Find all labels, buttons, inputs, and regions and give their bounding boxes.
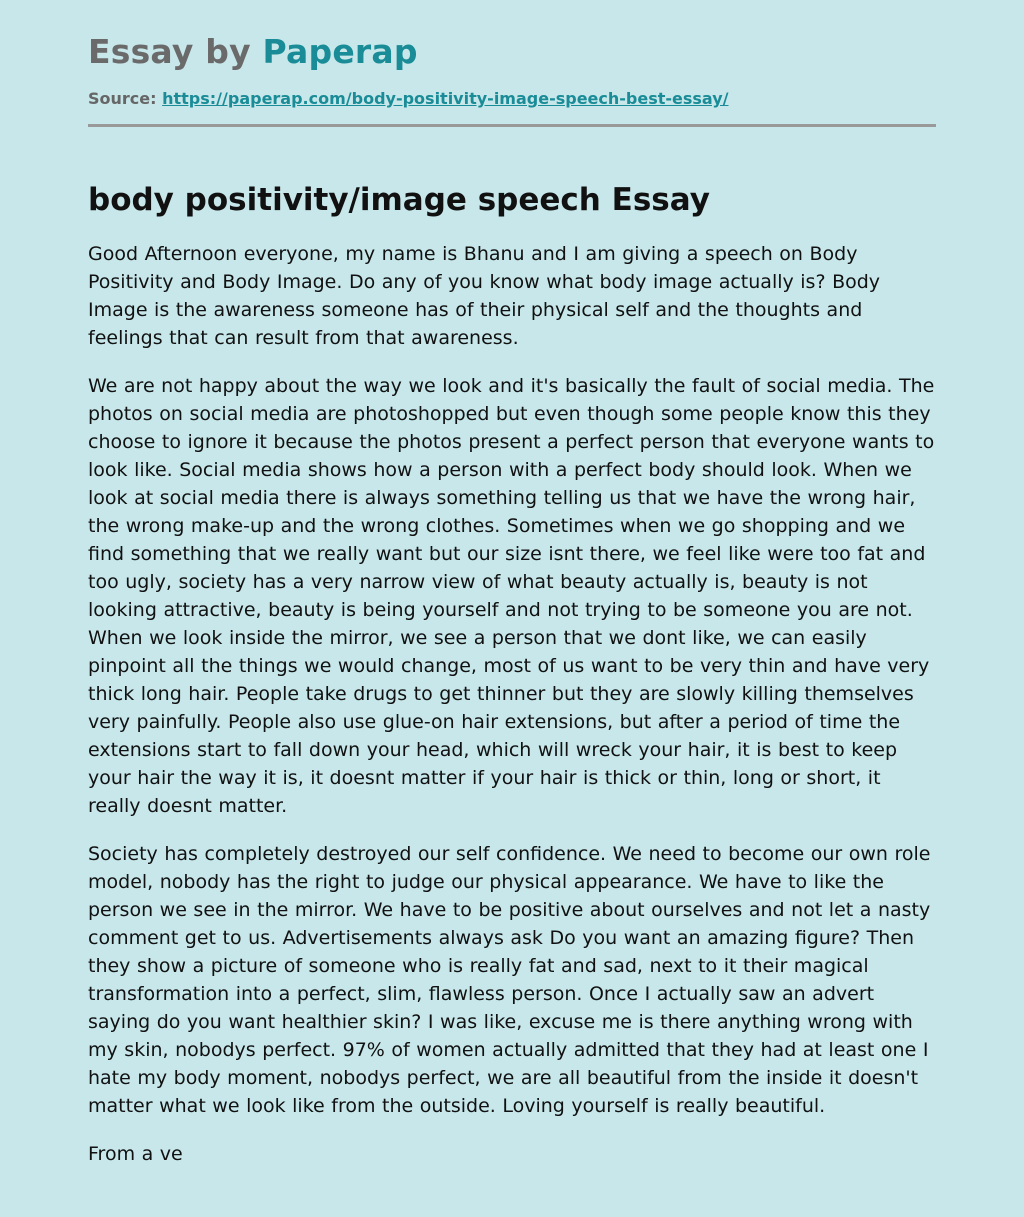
source-link[interactable]: https://paperap.com/body-positivity-image-speech-best-essay/ — [162, 89, 729, 108]
essay-paragraph: We are not happy about the way we look and it's basically the fault of social media. The photos on social media are photoshopped but even though some people know this they choose to ignore it because the photos present a perfect person that everyone wants to look like. Social media shows how a person with a perfect body should look. When we look at social media there is always something telling us that we have the wrong hair, the wrong make-up and the wrong clothes. Sometimes when we go shopping and we find something that we really want but our size isnt there, we feel like were too fat and too ugly, society has a very narrow view of what beauty actually is, beauty is not looking attractive, beauty is being yourself and not trying to be someone you are not. When we look inside the mirror, we see a person that we dont like, we can easily pinpoint all the things we would change, most of us want to be very thin and have very thick long hair. People take drugs to get thinner but they are slowly killing themselves very painfully. People also use glue-on hair extensions, but after a period of time the extensions start to fall down your head, which will wreck your hair, it is best to keep your hair the way it is, it doesnt matter if your hair is thick or thin, long or short, it really doesnt matter. — [88, 375, 935, 817]
essay-body — [88, 240, 936, 1168]
header-divider — [88, 124, 936, 127]
source-line — [88, 88, 936, 110]
site-brand — [88, 0, 936, 74]
source-label: Source: — [88, 89, 157, 108]
essay-title: body positivity/image speech Essay — [88, 182, 710, 218]
essay-paragraph: Good Afternoon everyone, my name is Bhanu and I am giving a speech on Body Positivity and Body Image. Do any of you know what body image actually is? Body Image is the awareness someone has of their physical self and the thoughts and feelings that can result from that awareness. — [88, 243, 881, 349]
brand-name[interactable]: Paperap — [262, 32, 418, 71]
essay-paragraph: Society has completely destroyed our self confidence. We need to become our own role model, nobody has the right to judge our physical appearance. We have to like the person we see in the mirror. We have to be positive about ourselves and not let a nasty comment get to us. Advertisements always ask Do you want an amazing figure? Then they show a picture of someone who is really fat and sad, next to it their magical transformation into a perfect, slim, flawless person. Once I actually saw an advert saying do you want healthier skin? I was like, excuse me is there anything wrong with my skin, nobodys perfect. 97% of women actually admitted that they had at least one I hate my body moment, nobodys perfect, we are all beautiful from the inside it doesn't matter what we look like from the outside. Loving yourself is really beautiful. — [88, 843, 931, 1117]
essay-paragraph-truncated: From a ve — [88, 1143, 183, 1165]
brand-prefix: Essay by — [88, 32, 251, 71]
